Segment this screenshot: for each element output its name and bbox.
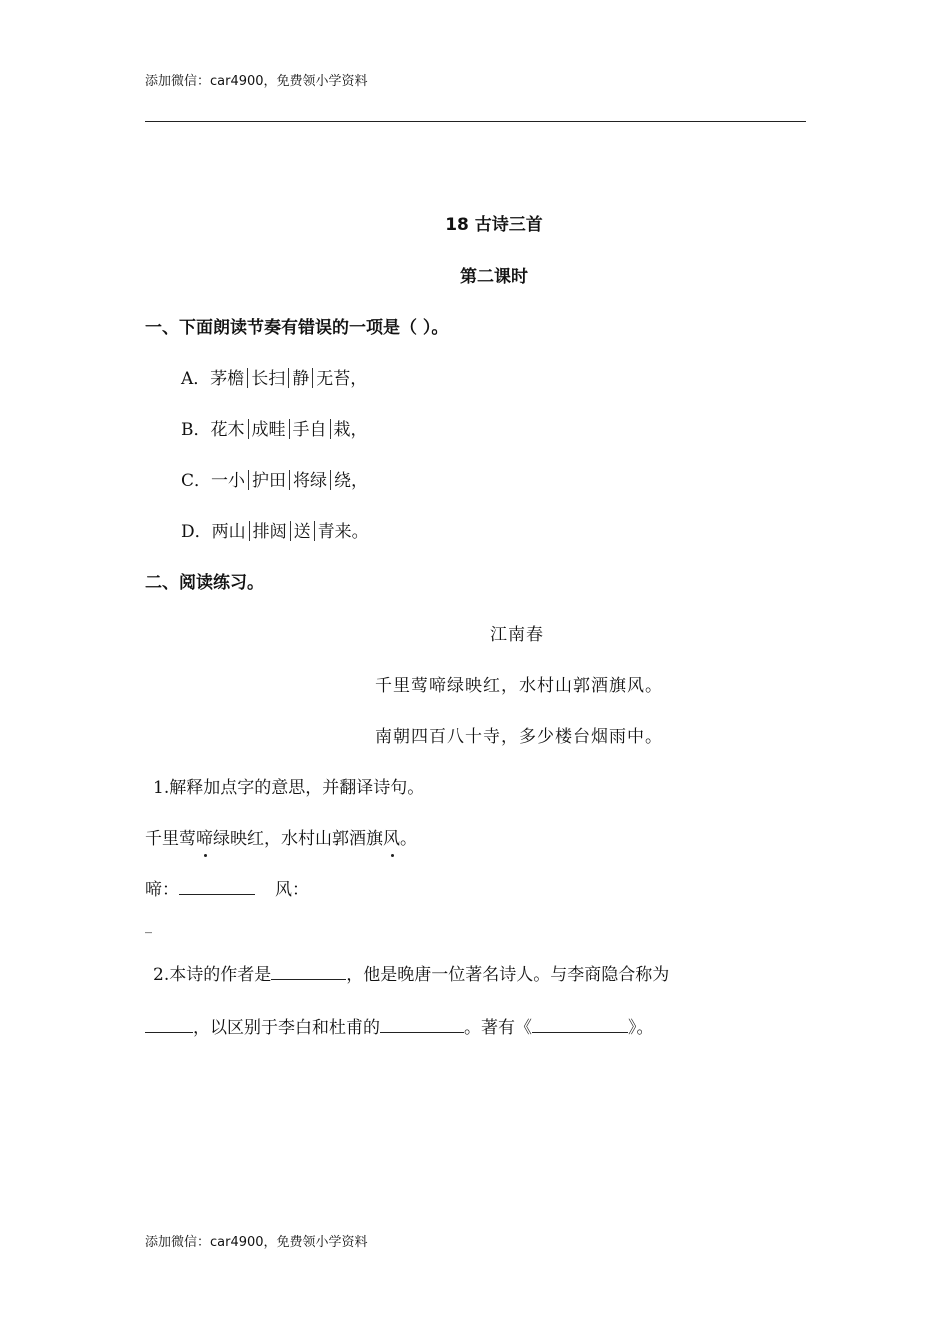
question-2-stem: 二、阅读练习。 (145, 573, 264, 593)
option-d: D．两山 排闼 送 青来。 (181, 522, 369, 542)
poem-line-2: 南朝四百八十寺，多少楼台烟雨中。 (375, 727, 663, 747)
sub-question-1-line: 千里莺啼绿映红，水村山郭酒旗风。 (145, 829, 417, 849)
answer-blank-libai-dufu[interactable] (380, 1031, 464, 1033)
lesson-subtitle: 第二课时 (460, 267, 528, 287)
sub-question-2-line-2: ，以区别于李白和杜甫的 。著有《 》。 (145, 1013, 654, 1038)
question-1-stem: 一、下面朗读节奏有错误的一项是（ ）。 (145, 318, 449, 338)
answer-blank-book[interactable] (532, 1031, 628, 1033)
sub-question-2-line-1: 2.本诗的作者是 ，他是晚唐一位著名诗人。与李商隐合称为 (153, 965, 670, 985)
option-b: B．花木 成畦 手自 栽， (181, 420, 368, 440)
answer-blank-pair-name[interactable] (145, 1031, 193, 1033)
dotted-char-feng: 风 (383, 829, 400, 849)
lesson-title: 18 古诗三首 (445, 215, 543, 235)
page-footer: 添加微信：car4900，免费领小学资料 (145, 1235, 368, 1250)
page-header: 添加微信：car4900，免费领小学资料 (145, 74, 368, 89)
stray-dash: _ (145, 918, 152, 934)
option-a: A．茅檐 长扫 静 无苔， (181, 369, 368, 389)
answer-row-words: 啼： 风： (145, 880, 309, 900)
header-rule (145, 121, 806, 122)
answer-blank-author[interactable] (271, 978, 346, 980)
dotted-char-ti: 啼 (196, 829, 213, 849)
poem-title: 江南春 (490, 625, 544, 645)
poem-line-1: 千里莺啼绿映红，水村山郭酒旗风。 (375, 676, 663, 696)
option-c: C．一小 护田 将绿 绕， (181, 471, 369, 491)
sub-question-1-stem: 1.解释加点字的意思，并翻译诗句。 (153, 778, 425, 798)
answer-blank-ti[interactable] (179, 893, 255, 895)
